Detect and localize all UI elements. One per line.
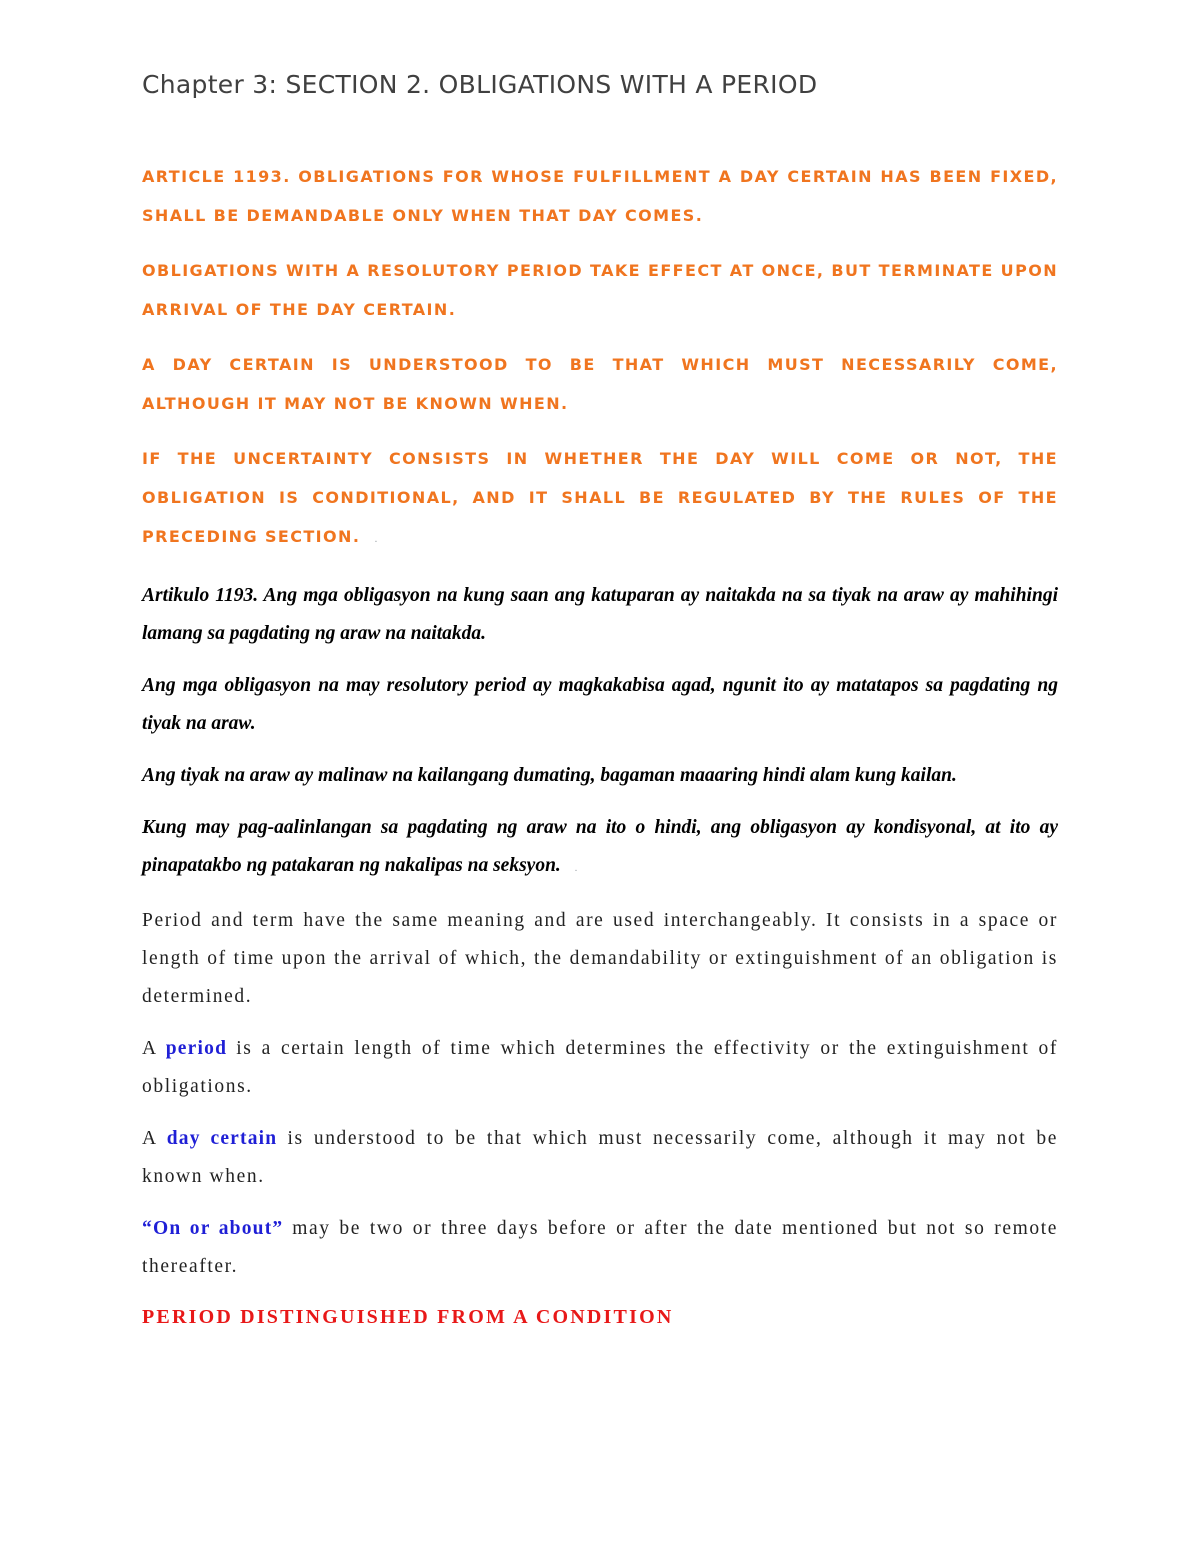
article-tl-paragraph-3: Ang tiyak na araw ay malinaw na kailangang dumating, bagaman maaaring hindi alam kung kailan.	[142, 765, 957, 786]
article-tl-paragraph-4	[142, 809, 1058, 888]
article-tl-paragraph-1: Artikulo 1193. Ang mga obligasyon na kung saan ang katuparan ay naitakda na sa tiyak na araw ay mahihingi lamang sa pagdating ng araw na naitakda.	[142, 585, 1058, 644]
article-en-paragraph-1: ARTICLE 1193. OBLIGATIONS FOR WHOSE FULFILLMENT A DAY CERTAIN HAS BEEN FIXED, SHALL BE DEMANDABLE ONLY WHEN THAT DAY COMES.	[142, 167, 1058, 225]
period-term-highlight: period	[165, 1038, 228, 1059]
article-en-paragraph-2: OBLIGATIONS WITH A RESOLUTORY PERIOD TAKE EFFECT AT ONCE, BUT TERMINATE UPON ARRIVAL OF THE DAY CERTAIN.	[142, 261, 1058, 319]
period-definition-text: is a certain length of time which determines the effectivity or the extinguishment of obligations.	[142, 1038, 1058, 1097]
article-tl-paragraph-4-text: Kung may pag-aalinlangan sa pagdating ng araw na ito o hindi, ang obligasyon ay kondisyonal, at ito ay pinapatakbo ng patakaran ng nakalipas na seksyon.	[142, 817, 1058, 876]
day-certain-prefix: A	[142, 1128, 167, 1149]
period-term-paragraph: Period and term have the same meaning and are used interchangeably. It consists in a space or length of time upon the arrival of which, the demandability or extinguishment of an obligation is determined.	[142, 910, 1058, 1007]
article-en-paragraph-4	[142, 439, 1058, 559]
article-en-paragraph-4-text: IF THE UNCERTAINTY CONSISTS IN WHETHER THE DAY WILL COME OR NOT, THE OBLIGATION IS CONDITIONAL, AND IT SHALL BE REGULATED BY THE RULES OF THE PRECEDING SECTION.	[142, 449, 1058, 546]
on-or-about-term-highlight: “On or about”	[142, 1218, 284, 1239]
section-heading: PERIOD DISTINGUISHED FROM A CONDITION	[142, 1306, 674, 1328]
chapter-title: Chapter 3: SECTION 2. OBLIGATIONS WITH A PERIOD	[142, 70, 818, 99]
on-or-about-text: may be two or three days before or after the date mentioned but not so remote thereafter.	[142, 1218, 1059, 1277]
document-page	[142, 70, 1058, 1329]
article-tl-paragraph-2: Ang mga obligasyon na may resolutory period ay magkakabisa agad, ngunit ito ay matatapos sa pagdating ng tiyak na araw.	[142, 675, 1058, 734]
day-certain-definition-text: is understood to be that which must necessarily come, although it may not be known when.	[142, 1128, 1058, 1187]
trailing-mark: .	[574, 863, 578, 874]
day-certain-term-highlight: day certain	[166, 1128, 278, 1149]
period-prefix: A	[142, 1038, 166, 1059]
period-definition-paragraph	[142, 1030, 1058, 1106]
on-or-about-paragraph	[142, 1210, 1058, 1286]
day-certain-definition-paragraph	[142, 1120, 1058, 1196]
trailing-mark: .	[374, 534, 379, 545]
article-en-paragraph-3: A DAY CERTAIN IS UNDERSTOOD TO BE THAT WHICH MUST NECESSARILY COME, ALTHOUGH IT MAY NOT BE KNOWN WHEN.	[142, 355, 1058, 413]
